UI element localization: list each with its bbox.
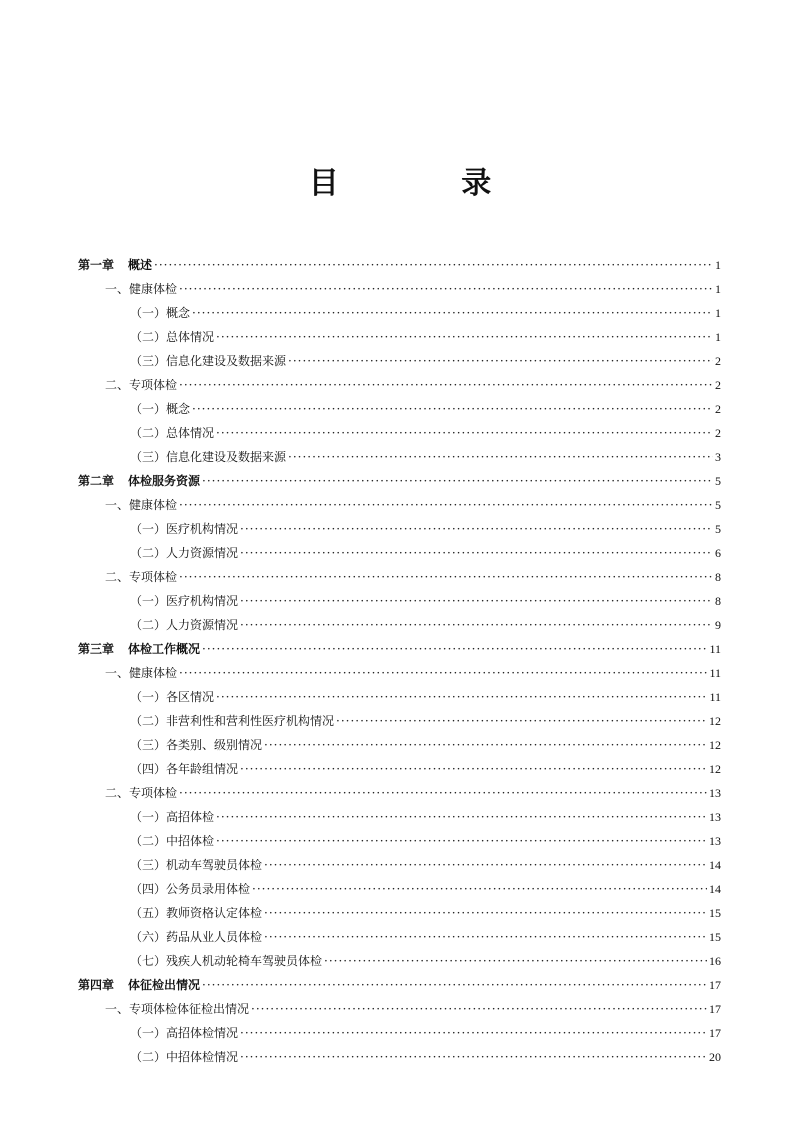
toc-page-number: 1 [715,258,721,272]
toc-entry-text: （一）医疗机构情况 [130,522,239,536]
toc-entry-label [105,781,177,805]
toc-entry-text: 二、专项体检 [105,570,178,584]
toc-page-number: 1 [715,330,721,344]
toc-entry-text: （四）各年龄组情况 [130,762,239,776]
toc-entry-label [105,277,177,301]
toc-subsection-entry[interactable] [130,613,721,637]
toc-entry-label [130,949,322,973]
toc-entry-text: （三）机动车驾驶员体检 [130,858,263,872]
toc-page-number: 15 [709,930,721,944]
toc-entry-label [130,1021,238,1045]
toc-entry-text: 一、健康体检 [105,282,178,296]
toc-entry-text: （一）各区情况 [130,690,215,704]
toc-entry-label [130,589,238,613]
toc-section-entry[interactable] [105,661,721,685]
toc-entry-text: （一）概念 [130,402,191,416]
toc-leader-dots [202,637,707,661]
toc-subsection-entry[interactable] [130,733,721,757]
toc-entry-text: 一、健康体检 [105,666,178,680]
toc-entry-text: 体检服务资源 [128,474,201,488]
toc-leader-dots [216,829,707,853]
toc-entry-label [130,733,262,757]
toc-entry-text: 一、健康体检 [105,498,178,512]
toc-entry-label [130,685,214,709]
toc-subsection-entry[interactable] [130,589,721,613]
toc-page-number: 14 [709,858,721,872]
toc-subsection-entry[interactable] [130,1021,721,1045]
toc-entry-label [105,493,177,517]
toc-entry-text: （一）高招体检 [130,810,215,824]
toc-entry-text: （二）总体情况 [130,426,215,440]
toc-subsection-entry[interactable] [130,445,721,469]
toc-entry-text: （一）医疗机构情况 [130,594,239,608]
toc-leader-dots [192,301,713,325]
toc-page-number: 13 [709,810,721,824]
toc-section-entry[interactable] [105,781,721,805]
toc-page-number: 12 [709,738,721,752]
toc-entry-label [130,421,214,445]
toc-entry-label [130,1045,238,1069]
toc-leader-dots [216,685,707,709]
toc-subsection-entry[interactable] [130,397,721,421]
toc-entry-label [130,445,286,469]
toc-page-number: 6 [715,546,721,560]
toc-page-number: 12 [709,762,721,776]
toc-entry-label [130,877,250,901]
toc-leader-dots [179,661,707,685]
toc-leader-dots [202,973,707,997]
toc-subsection-entry[interactable] [130,517,721,541]
toc-entry-label [130,613,238,637]
toc-leader-dots [179,373,713,397]
toc-subsection-entry[interactable] [130,805,721,829]
toc-page-number: 2 [715,426,721,440]
toc-leader-dots [264,901,707,925]
toc-subsection-entry[interactable] [130,757,721,781]
toc-page-number: 20 [709,1050,721,1064]
toc-subsection-entry[interactable] [130,301,721,325]
toc-entry-label [105,373,177,397]
toc-entry-text: （二）中招体检 [130,834,215,848]
toc-chapter-number: 第四章 [78,978,115,992]
toc-entry-label [78,253,152,277]
toc-leader-dots [202,469,713,493]
toc-entry-label [130,925,262,949]
toc-entry-label [130,301,190,325]
toc-subsection-entry[interactable] [130,925,721,949]
toc-page-number: 14 [709,882,721,896]
toc-leader-dots [240,517,713,541]
toc-page-number: 8 [715,570,721,584]
toc-subsection-entry[interactable] [130,949,721,973]
toc-subsection-entry[interactable] [130,349,721,373]
toc-entry-text: （一）概念 [130,306,191,320]
toc-entry-label [78,973,200,997]
toc-subsection-entry[interactable] [130,709,721,733]
toc-leader-dots [240,1045,707,1069]
toc-leader-dots [179,277,713,301]
toc-page-number: 11 [709,666,721,680]
toc-entry-text: 二、专项体检 [105,786,178,800]
toc-chapter-entry[interactable] [78,253,721,277]
toc-subsection-entry[interactable] [130,685,721,709]
toc-page-number: 1 [715,282,721,296]
toc-page-number: 8 [715,594,721,608]
toc-page-number: 2 [715,378,721,392]
toc-title: 目 录 [308,166,548,201]
toc-leader-dots [264,733,707,757]
toc-subsection-entry[interactable] [130,877,721,901]
toc-page-number: 15 [709,906,721,920]
toc-entry-text: 一、专项体检体征检出情况 [105,1002,250,1016]
toc-subsection-entry[interactable] [130,325,721,349]
toc-entry-label [105,661,177,685]
toc-entry-label [130,541,238,565]
toc-entry-text: 概述 [128,258,153,272]
toc-leader-dots [179,565,713,589]
toc-leader-dots [240,589,713,613]
toc-entry-label [78,469,200,493]
toc-entry-label [130,805,214,829]
toc-entry-text: （六）药品从业人员体检 [130,930,263,944]
toc-entry-text: （三）信息化建设及数据来源 [130,354,287,368]
toc-leader-dots [251,997,707,1021]
toc-leader-dots [288,445,713,469]
toc-page-number: 1 [715,306,721,320]
toc-page-number: 2 [715,354,721,368]
toc-chapter-number: 第三章 [78,642,115,656]
toc-entry-text: （二）非营利性和营利性医疗机构情况 [130,714,335,728]
toc-entry-text: 体征检出情况 [128,978,201,992]
toc-page-number: 5 [715,474,721,488]
toc-entry-label [130,517,238,541]
toc-leader-dots [288,349,713,373]
toc-leader-dots [264,853,707,877]
toc-subsection-entry[interactable] [130,421,721,445]
toc-entry-text: （四）公务员录用体检 [130,882,251,896]
toc-entry-text: 二、专项体检 [105,378,178,392]
toc-leader-dots [216,421,713,445]
toc-entry-label [130,349,286,373]
toc-entry-text: （二）人力资源情况 [130,546,239,560]
toc-entry-text: （七）残疾人机动轮椅车驾驶员体检 [130,954,323,968]
toc-subsection-entry[interactable] [130,1045,721,1069]
toc-page-number: 17 [709,1002,721,1016]
toc-section-entry[interactable] [105,565,721,589]
toc-section-entry[interactable] [105,493,721,517]
toc-entry-label [130,325,214,349]
toc-leader-dots [336,709,707,733]
toc-entry-label [130,757,238,781]
toc-entry-text: （一）高招体检情况 [130,1026,239,1040]
toc-leader-dots [216,805,707,829]
table-of-contents [0,253,800,1069]
toc-entry-label [105,565,177,589]
toc-entry-text: （二）总体情况 [130,330,215,344]
toc-page-number: 5 [715,522,721,536]
toc-leader-dots [192,397,713,421]
toc-page-number: 11 [709,642,721,656]
toc-section-entry[interactable] [105,373,721,397]
toc-chapter-entry[interactable] [78,637,721,661]
toc-page-number: 17 [709,978,721,992]
toc-chapter-entry[interactable] [78,973,721,997]
toc-leader-dots [154,253,713,277]
toc-leader-dots [240,1021,707,1045]
toc-entry-text: 体检工作概况 [128,642,201,656]
toc-page-number: 13 [709,834,721,848]
toc-leader-dots [240,757,707,781]
toc-subsection-entry[interactable] [130,901,721,925]
toc-chapter-number: 第二章 [78,474,115,488]
toc-entry-label [130,901,262,925]
toc-leader-dots [179,781,707,805]
toc-entry-label [105,997,249,1021]
toc-entry-text: （三）信息化建设及数据来源 [130,450,287,464]
toc-page-number: 2 [715,402,721,416]
toc-entry-label [130,829,214,853]
toc-leader-dots [179,493,713,517]
toc-entry-text: （五）教师资格认定体检 [130,906,263,920]
toc-entry-label [130,397,190,421]
toc-page-number: 17 [709,1026,721,1040]
toc-section-entry[interactable] [105,277,721,301]
toc-page-number: 5 [715,498,721,512]
toc-leader-dots [240,613,713,637]
toc-chapter-entry[interactable] [78,469,721,493]
toc-leader-dots [324,949,707,973]
toc-leader-dots [252,877,707,901]
toc-entry-label [130,853,262,877]
toc-page-number: 16 [709,954,721,968]
toc-page-number: 9 [715,618,721,632]
toc-leader-dots [264,925,707,949]
toc-subsection-entry[interactable] [130,541,721,565]
toc-entry-text: （二）中招体检情况 [130,1050,239,1064]
toc-section-entry[interactable] [105,997,721,1021]
toc-entry-text: （二）人力资源情况 [130,618,239,632]
toc-page-number: 3 [715,450,721,464]
toc-entry-text: （三）各类别、级别情况 [130,738,263,752]
toc-chapter-number: 第一章 [78,258,115,272]
toc-page-number: 12 [709,714,721,728]
toc-leader-dots [216,325,713,349]
toc-subsection-entry[interactable] [130,829,721,853]
toc-page-number: 13 [709,786,721,800]
toc-subsection-entry[interactable] [130,853,721,877]
toc-leader-dots [240,541,713,565]
toc-entry-label [78,637,200,661]
toc-entry-label [130,709,334,733]
toc-page-number: 11 [709,690,721,704]
